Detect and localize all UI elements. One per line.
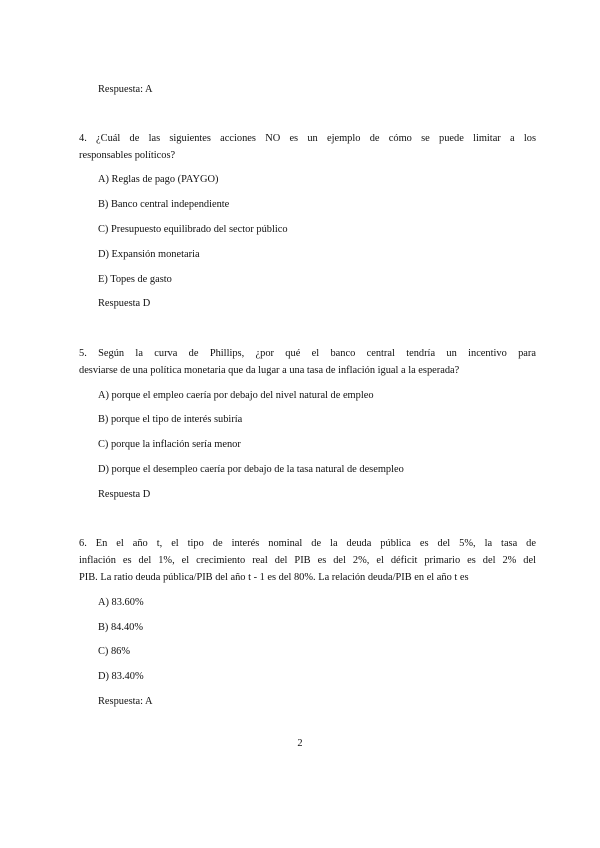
question-6-option-a: A) 83.60% — [98, 597, 144, 608]
question-6-option-c: C) 86% — [98, 646, 131, 657]
question-4-answer: Respuesta D — [98, 298, 151, 309]
question-4-option-d: D) Expansión monetaria — [98, 249, 200, 260]
question-5-option-b: B) porque el tipo de interés subiría — [98, 414, 243, 425]
question-5-answer: Respuesta D — [98, 489, 151, 500]
question-6-text-cont: inflación es del 1%, el crecimiento real del PIB es del 2%, el déficit primario es del 2% del — [79, 555, 536, 566]
question-4-option-a: A) Reglas de pago (PAYGO) — [98, 174, 219, 185]
previous-answer: Respuesta: A — [98, 84, 153, 95]
question-5-text-cont: desviarse de una política monetaria que da lugar a una tasa de inflación igual a la esperada? — [79, 365, 460, 376]
question-4-option-c: C) Presupuesto equilibrado del sector público — [98, 224, 288, 235]
question-5-option-c: C) porque la inflación sería menor — [98, 439, 241, 450]
question-4-option-e: E) Topes de gasto — [98, 274, 172, 285]
page-number: 2 — [297, 738, 303, 749]
question-6-option-b: B) 84.40% — [98, 622, 144, 633]
question-6-answer: Respuesta: A — [98, 696, 153, 707]
question-6-option-d: D) 83.40% — [98, 671, 144, 682]
question-5-text: 5. Según la curva de Phillips, ¿por qué el banco central tendría un incentivo para — [79, 348, 536, 359]
question-4-option-b: B) Banco central independiente — [98, 199, 230, 210]
question-4-text: 4. ¿Cuál de las siguientes acciones NO es un ejemplo de cómo se puede limitar a los — [79, 133, 536, 144]
question-6-text-cont2: PIB. La ratio deuda pública/PIB del año t - 1 es del 80%. La relación deuda/PIB en el año t es — [79, 572, 469, 583]
question-5-option-d: D) porque el desempleo caería por debajo de la tasa natural de desempleo — [98, 464, 404, 475]
question-4-text-cont: responsables políticos? — [79, 150, 176, 161]
question-6-text: 6. En el año t, el tipo de interés nominal de la deuda pública es del 5%, la tasa de — [79, 538, 536, 549]
question-5-option-a: A) porque el empleo caería por debajo del nivel natural de empleo — [98, 390, 374, 401]
